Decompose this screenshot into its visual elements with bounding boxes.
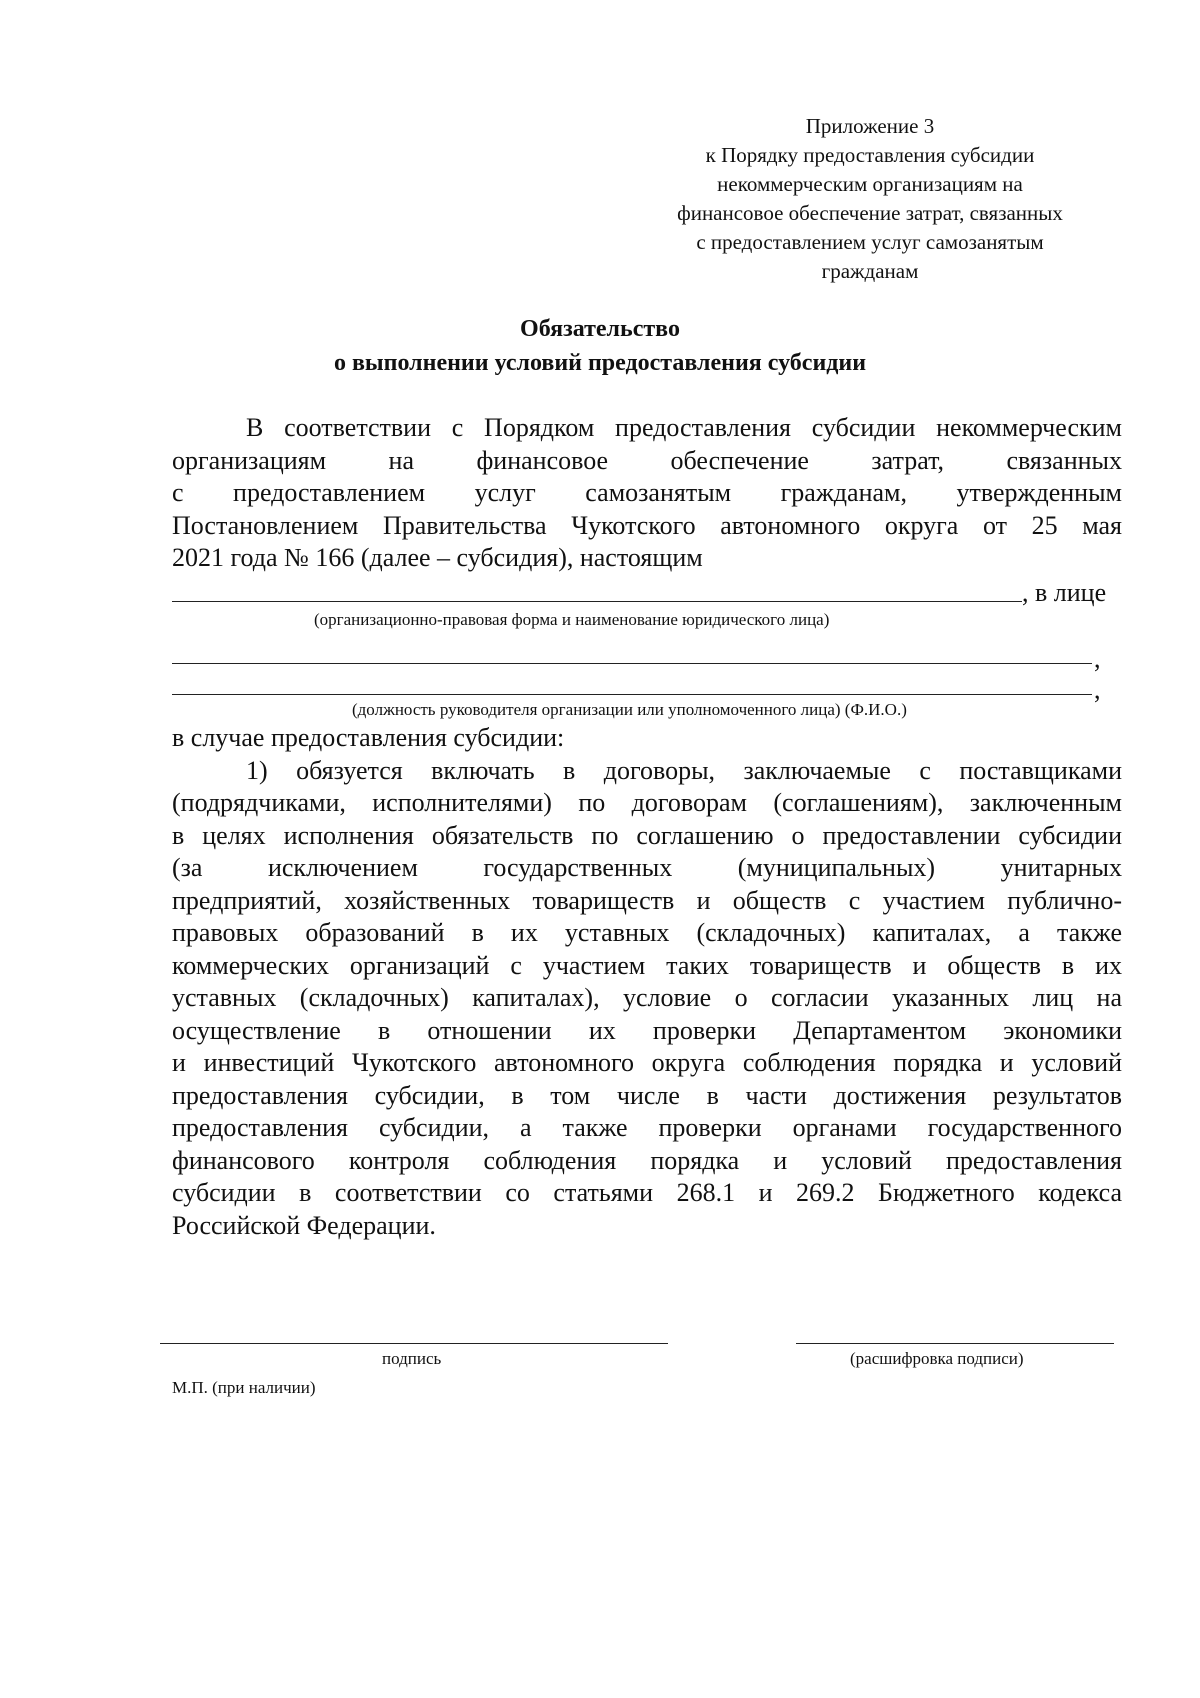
obligation-line: субсидии в соответствии со статьями 268.1 и 269.2 Бюджетного кодекса xyxy=(172,1178,1122,1207)
obligation-line: правовых образований в их уставных (складочных) капиталах, а также xyxy=(172,918,1122,947)
person-fill-line-2[interactable] xyxy=(172,694,1092,695)
document-subtitle: о выполнении условий предоставления субсидии xyxy=(333,350,867,376)
intro-line: Постановлением Правительства Чукотского автономного округа от 25 мая xyxy=(172,510,1122,540)
appendix-line: к Порядку предоставления субсидии xyxy=(705,143,1035,167)
signature-fill-line[interactable] xyxy=(160,1343,668,1344)
seal-label: М.П. (при наличии) xyxy=(172,1378,316,1397)
organization-caption: (организационно-правовая форма и наименование юридического лица) xyxy=(314,610,830,629)
intro-line: организациям на финансовое обеспечение затрат, связанных xyxy=(172,445,1122,475)
appendix-line: с предоставлением услуг самозанятым xyxy=(696,230,1044,254)
obligation-line: коммерческих организаций с участием таких товариществ и обществ в их xyxy=(172,950,1122,980)
intro-line: В соответствии с Порядком предоставления субсидии некоммерческим xyxy=(246,413,1122,442)
appendix-line: гражданам xyxy=(821,259,919,283)
comma-2: , xyxy=(1094,675,1101,704)
signature-caption: подпись xyxy=(382,1349,442,1368)
comma-1: , xyxy=(1094,644,1101,673)
appendix-header xyxy=(640,112,1100,286)
obligation-line: предприятий, хозяйственных товариществ и обществ с участием публично- xyxy=(172,885,1122,915)
obligation-line: предоставления субсидии, а также проверки органами государственного xyxy=(172,1113,1122,1142)
obligation-line: и инвестиций Чукотского автономного округа соблюдения порядка и условий xyxy=(172,1048,1122,1077)
signature-decoding-caption: (расшифровка подписи) xyxy=(850,1349,1024,1368)
obligation-line: в целях исполнения обязательств по соглашению о предоставлении субсидии xyxy=(172,820,1122,850)
obligation-line: осуществление в отношении их проверки Департаментом экономики xyxy=(172,1015,1122,1045)
person-caption: (должность руководителя организации или уполномоченного лица) (Ф.И.О.) xyxy=(352,700,907,719)
obligation-line: (подрядчиками, исполнителями) по договорам (соглашениям), заключенным xyxy=(172,788,1122,817)
obligation-lead: в случае предоставления субсидии: xyxy=(172,723,565,752)
intro-paragraph xyxy=(172,412,1122,575)
signature-decoding-fill-line[interactable] xyxy=(796,1343,1114,1344)
obligation-line: Российской Федерации. xyxy=(172,1210,436,1240)
obligation-line: финансового контроля соблюдения порядка и условий предоставления xyxy=(172,1145,1122,1175)
appendix-line: некоммерческим организациям на xyxy=(717,172,1023,196)
obligation-section xyxy=(172,722,1122,1242)
obligation-line: предоставления субсидии, в том числе в части достижения результатов xyxy=(172,1080,1122,1110)
obligation-line: 1) обязуется включать в договоры, заключаемые с поставщиками xyxy=(246,755,1122,785)
intro-line: с предоставлением услуг самозанятым гражданам, утвержденным xyxy=(172,478,1122,507)
in-person-label: , в лице xyxy=(1022,578,1107,607)
appendix-line: Приложение 3 xyxy=(805,114,935,138)
intro-line: 2021 года № 166 (далее – субсидия), настоящим xyxy=(172,543,703,572)
document-title: Обязательство xyxy=(520,316,680,342)
person-fill-line-1[interactable] xyxy=(172,663,1092,664)
organization-fill-line[interactable] xyxy=(172,601,1022,602)
obligation-line: уставных (складочных) капиталах), условие о согласии указанных лиц на xyxy=(172,983,1122,1012)
obligation-line: (за исключением государственных (муниципальных) унитарных xyxy=(172,853,1122,882)
appendix-line: финансовое обеспечение затрат, связанных xyxy=(677,201,1063,225)
